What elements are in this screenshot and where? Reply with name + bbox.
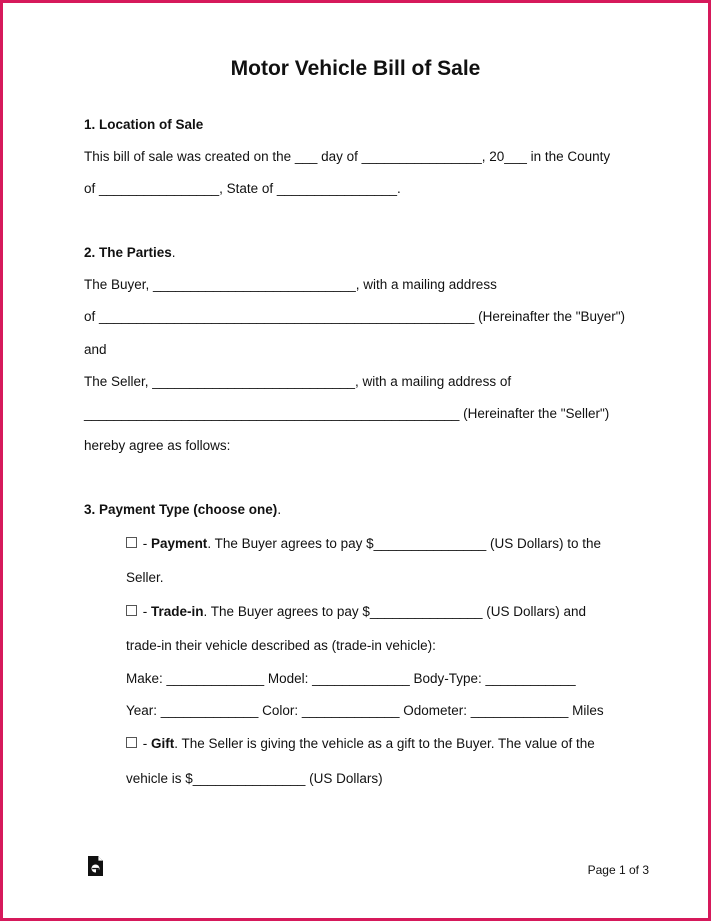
gift-option-cont: vehicle is $_______________ (US Dollars) bbox=[126, 771, 383, 786]
payment-option-label: Payment bbox=[151, 536, 208, 551]
payment-heading-punct: . bbox=[277, 502, 282, 517]
parties-heading-text: 2. The Parties bbox=[84, 245, 172, 260]
document-title: Motor Vehicle Bill of Sale bbox=[230, 57, 481, 80]
tradein-year-line: Year: _____________ Color: _____________ Odometer: _____________ Miles bbox=[126, 703, 604, 718]
location-line-2: of ________________, State of ________________. bbox=[84, 181, 401, 196]
buyer-line-1: The Buyer, ___________________________, with a mailing address bbox=[84, 277, 497, 292]
seller-line-1: The Seller, ___________________________, with a mailing address of bbox=[84, 374, 512, 389]
payment-option-payment bbox=[126, 536, 601, 552]
e-document-logo-icon bbox=[87, 855, 104, 877]
tradein-make-line: Make: _____________ Model: _____________ Body-Type: ____________ bbox=[126, 671, 576, 686]
location-line-1: This bill of sale was created on the ___ day of ________________, 20___ in the County bbox=[84, 149, 611, 164]
payment-heading-text: 3. Payment Type (choose one) bbox=[84, 502, 278, 517]
gift-option-text: . The Seller is giving the vehicle as a gift to the Buyer. The value of the bbox=[174, 736, 595, 751]
buyer-line-2: of __________________________________________________ (Hereinafter the "Buyer") bbox=[84, 309, 626, 324]
gift-checkbox[interactable] bbox=[126, 737, 137, 748]
and-text: and bbox=[84, 342, 107, 357]
gift-dash: - bbox=[142, 736, 148, 751]
gift-option-label: Gift bbox=[151, 736, 175, 751]
payment-option-tradein bbox=[126, 604, 586, 620]
payment-option-text: . The Buyer agrees to pay $_______________ (US Dollars) to the bbox=[207, 536, 602, 551]
agreement-text: hereby agree as follows: bbox=[84, 438, 231, 453]
payment-checkbox[interactable] bbox=[126, 537, 137, 548]
parties-heading-punct: . bbox=[171, 245, 176, 260]
tradein-checkbox[interactable] bbox=[126, 605, 137, 616]
payment-option-gift bbox=[126, 736, 595, 752]
section-payment-heading bbox=[84, 502, 281, 518]
section-location-heading: 1. Location of Sale bbox=[84, 117, 204, 132]
tradein-dash: - bbox=[142, 604, 148, 619]
page-number: Page 1 of 3 bbox=[587, 863, 649, 877]
payment-dash: - bbox=[142, 536, 148, 551]
payment-option-cont: Seller. bbox=[126, 570, 164, 585]
seller-line-2: __________________________________________________ (Hereinafter the "Seller") bbox=[84, 406, 610, 421]
tradein-option-label: Trade-in bbox=[151, 604, 204, 619]
section-parties-heading bbox=[84, 245, 176, 261]
tradein-option-text: . The Buyer agrees to pay $_______________ (US Dollars) and bbox=[203, 604, 587, 619]
tradein-option-cont: trade-in their vehicle described as (trade-in vehicle): bbox=[126, 638, 436, 653]
